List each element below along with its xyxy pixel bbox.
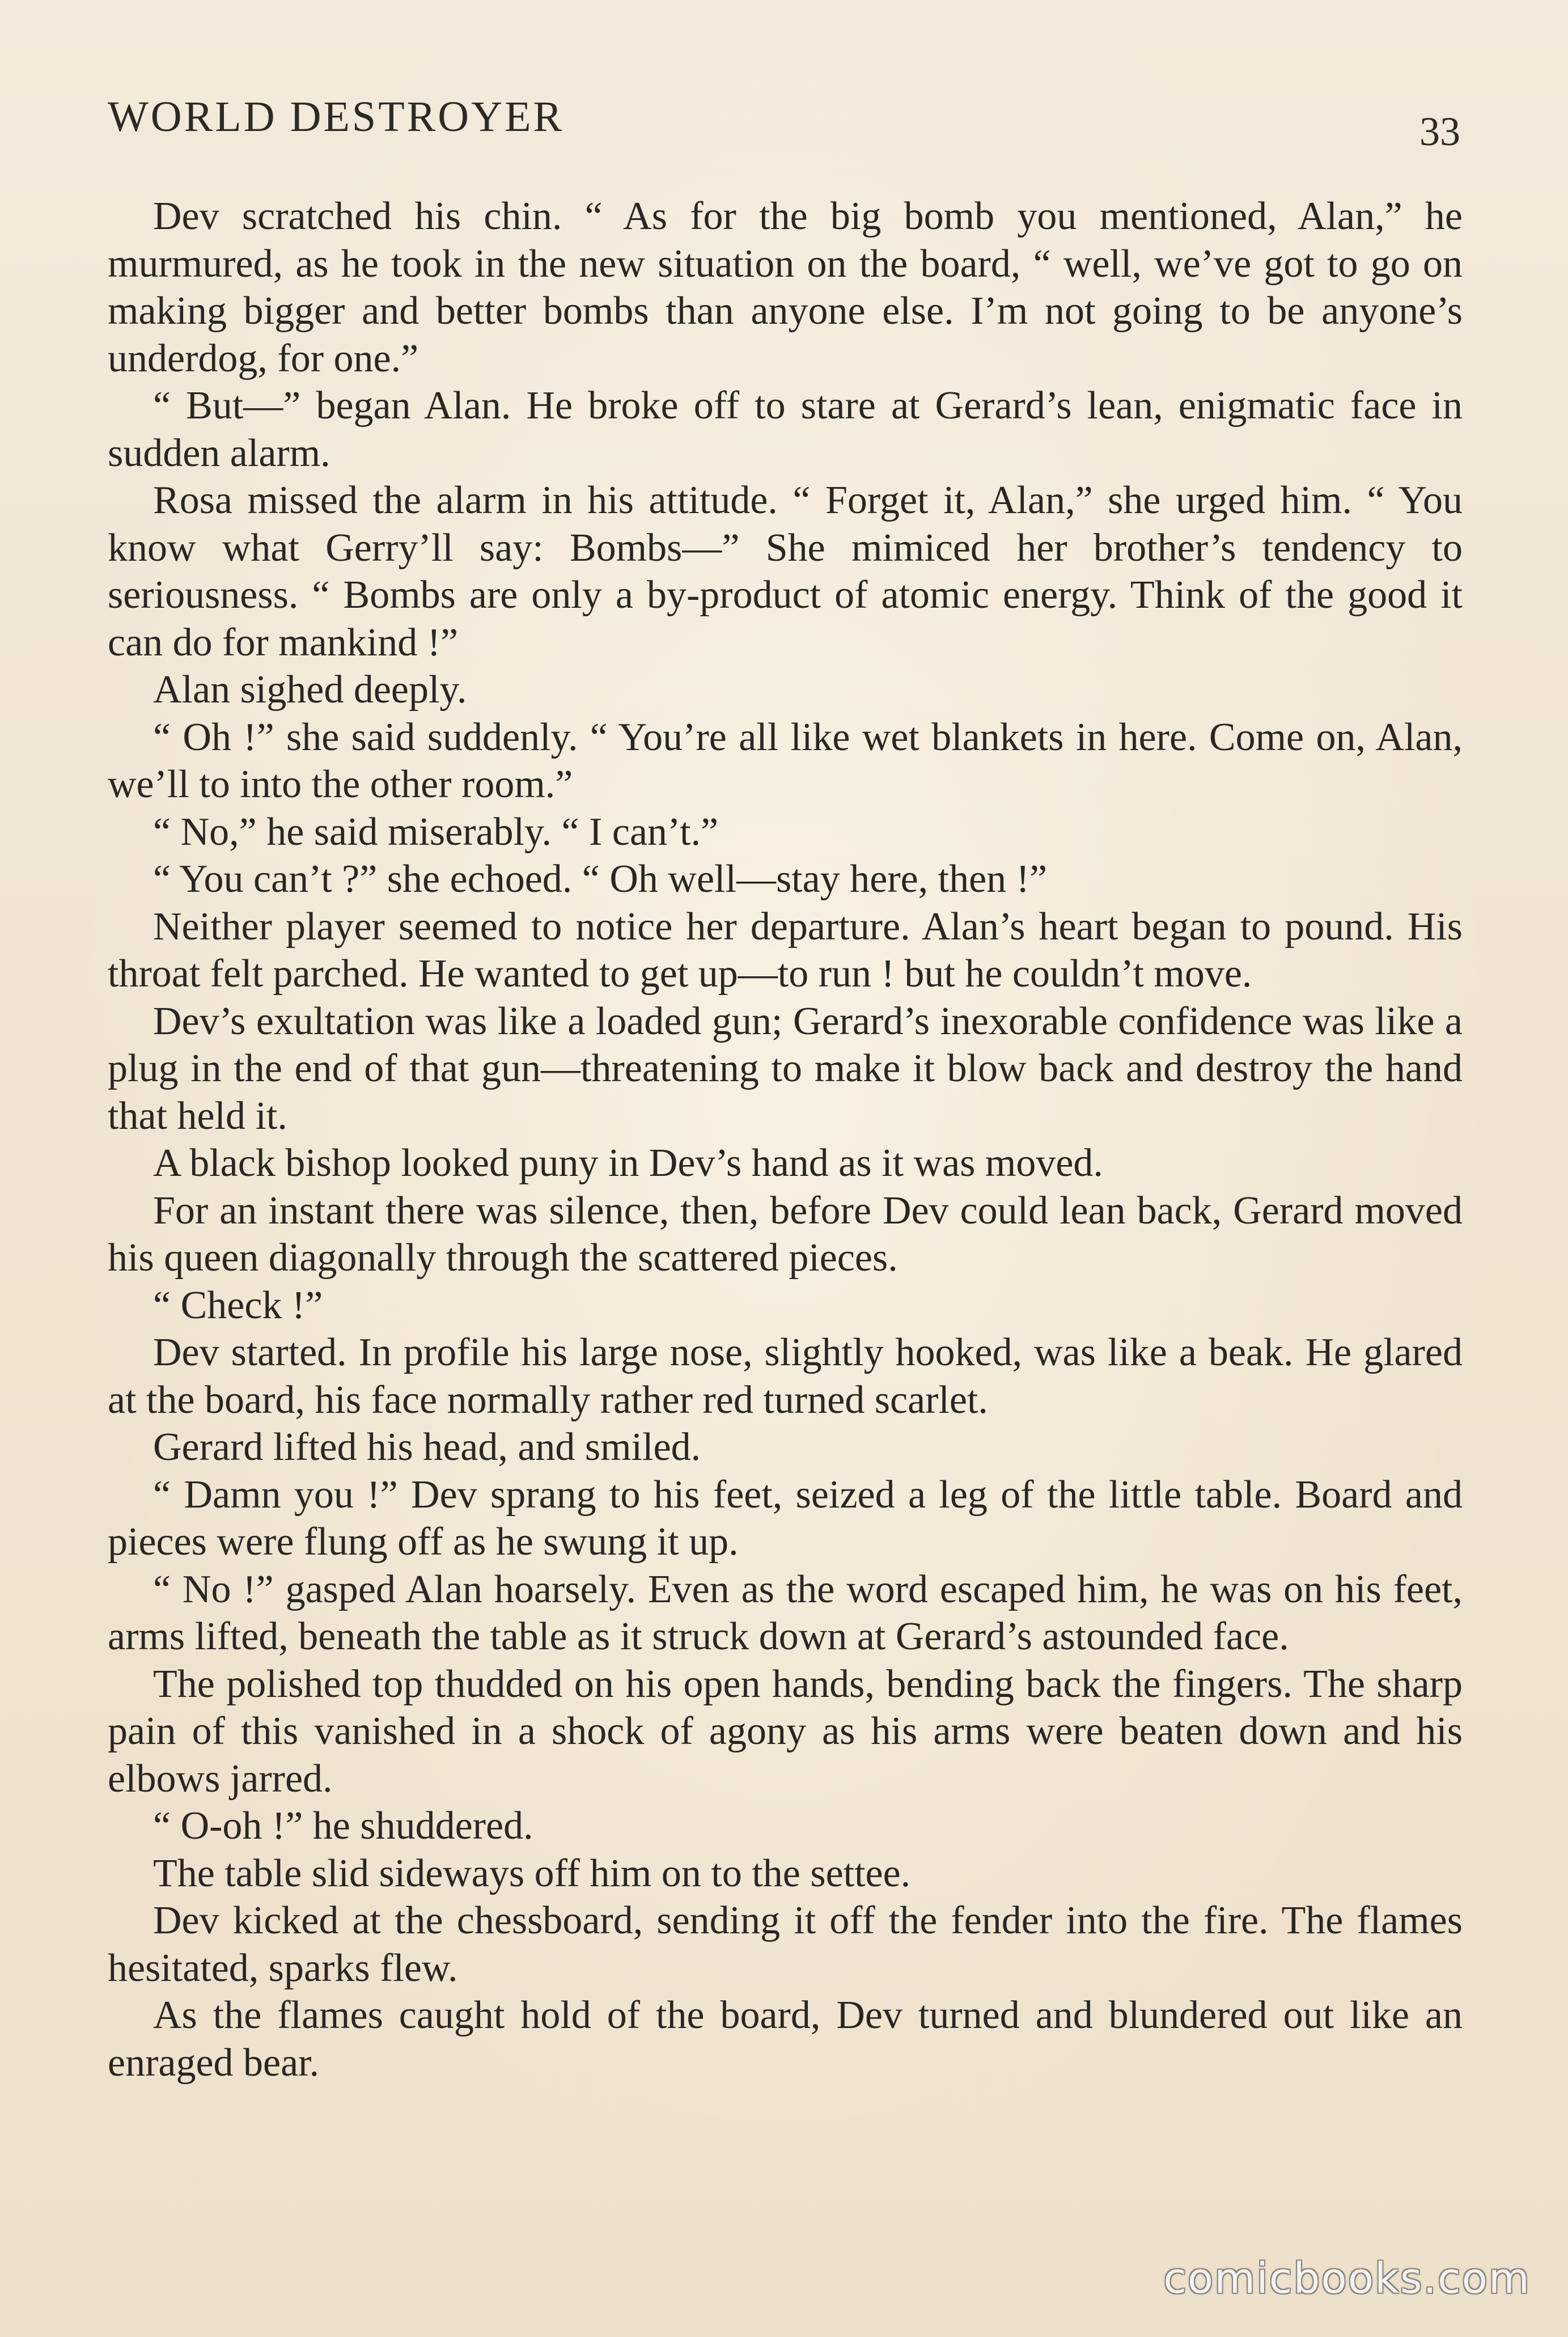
- paragraph-14: Gerard lifted his head, and smiled.: [153, 1425, 701, 1469]
- paragraph-18: “ O-oh !” he shuddered.: [153, 1804, 533, 1848]
- paragraph-20: Dev kicked at the chessboard, sending it off the fender into the fire. The flames hesitated, sparks flew.: [108, 1899, 1463, 1990]
- paragraph-2: “ But—” began Alan. He broke off to stare at Gerard’s lean, enigmatic face in sudden alarm.: [108, 384, 1463, 475]
- paragraph-15: “ Damn you !” Dev sprang to his feet, seized a leg of the little table. Board and pieces were flung off as he swung it up.: [108, 1472, 1463, 1564]
- paragraph-19: The table slid sideways off him on to the settee.: [153, 1851, 911, 1895]
- paragraph-21: As the flames caught hold of the board, Dev turned and blundered out like an enraged bear.: [108, 1993, 1463, 2085]
- paragraph-7: “ You can’t ?” she echoed. “ Oh well—stay here, then !”: [153, 857, 1048, 901]
- body-text: [108, 193, 1463, 2086]
- watermark: comicbooks.com: [1163, 2254, 1531, 2303]
- paragraph-16: “ No !” gasped Alan hoarsely. Even as the word escaped him, he was on his feet, arms lifted, beneath the table as it struck down at Gerard’s astounded face.: [108, 1567, 1463, 1658]
- paragraph-13: Dev started. In profile his large nose, slightly hooked, was like a beak. He glared at the board, his face normally rather red turned scarlet.: [108, 1331, 1463, 1422]
- paragraph-1: Dev scratched his chin. “ As for the big bomb you mentioned, Alan,” he murmured, as he took in the new situation on the board, “ well, we’ve got to go on making bigger and better bombs than anyone else. I’m not going to be anyone’s underdog, for one.”: [108, 194, 1463, 380]
- paragraph-4: Alan sighed deeply.: [153, 668, 467, 712]
- paragraph-17: The polished top thudded on his open hands, bending back the fingers. The sharp pain of this vanished in a shock of agony as his arms were beaten down and his elbows jarred.: [108, 1662, 1463, 1801]
- running-title: WORLD DESTROYER: [108, 93, 565, 141]
- paragraph-5: “ Oh !” she said suddenly. “ You’re all like wet blankets in here. Come on, Alan, we’ll to into the other room.”: [108, 715, 1463, 806]
- paragraph-10: A black bishop looked puny in Dev’s hand as it was moved.: [153, 1141, 1103, 1185]
- paragraph-6: “ No,” he said miserably. “ I can’t.”: [153, 810, 719, 854]
- paragraph-12: “ Check !”: [153, 1283, 323, 1327]
- page-number: 33: [1419, 109, 1460, 154]
- paragraph-3: Rosa missed the alarm in his attitude. “ Forget it, Alan,” she urged him. “ You know what Gerry’ll say: Bombs—” She mimiced her brother’s tendency to seriousness. “ Bombs are only a by-product of atomic energy. Think of the good it can do for mankind !”: [108, 479, 1463, 664]
- paragraph-9: Dev’s exultation was like a loaded gun; Gerard’s inexorable confidence was like a plug in the end of that gun—threatening to make it blow back and destroy the hand that held it.: [108, 999, 1463, 1138]
- paragraph-11: For an instant there was silence, then, before Dev could lean back, Gerard moved his queen diagonally through the scattered pieces.: [108, 1188, 1463, 1280]
- paragraph-8: Neither player seemed to notice her departure. Alan’s heart began to pound. His throat felt parched. He wanted to get up—to run ! but he couldn’t move.: [108, 904, 1463, 996]
